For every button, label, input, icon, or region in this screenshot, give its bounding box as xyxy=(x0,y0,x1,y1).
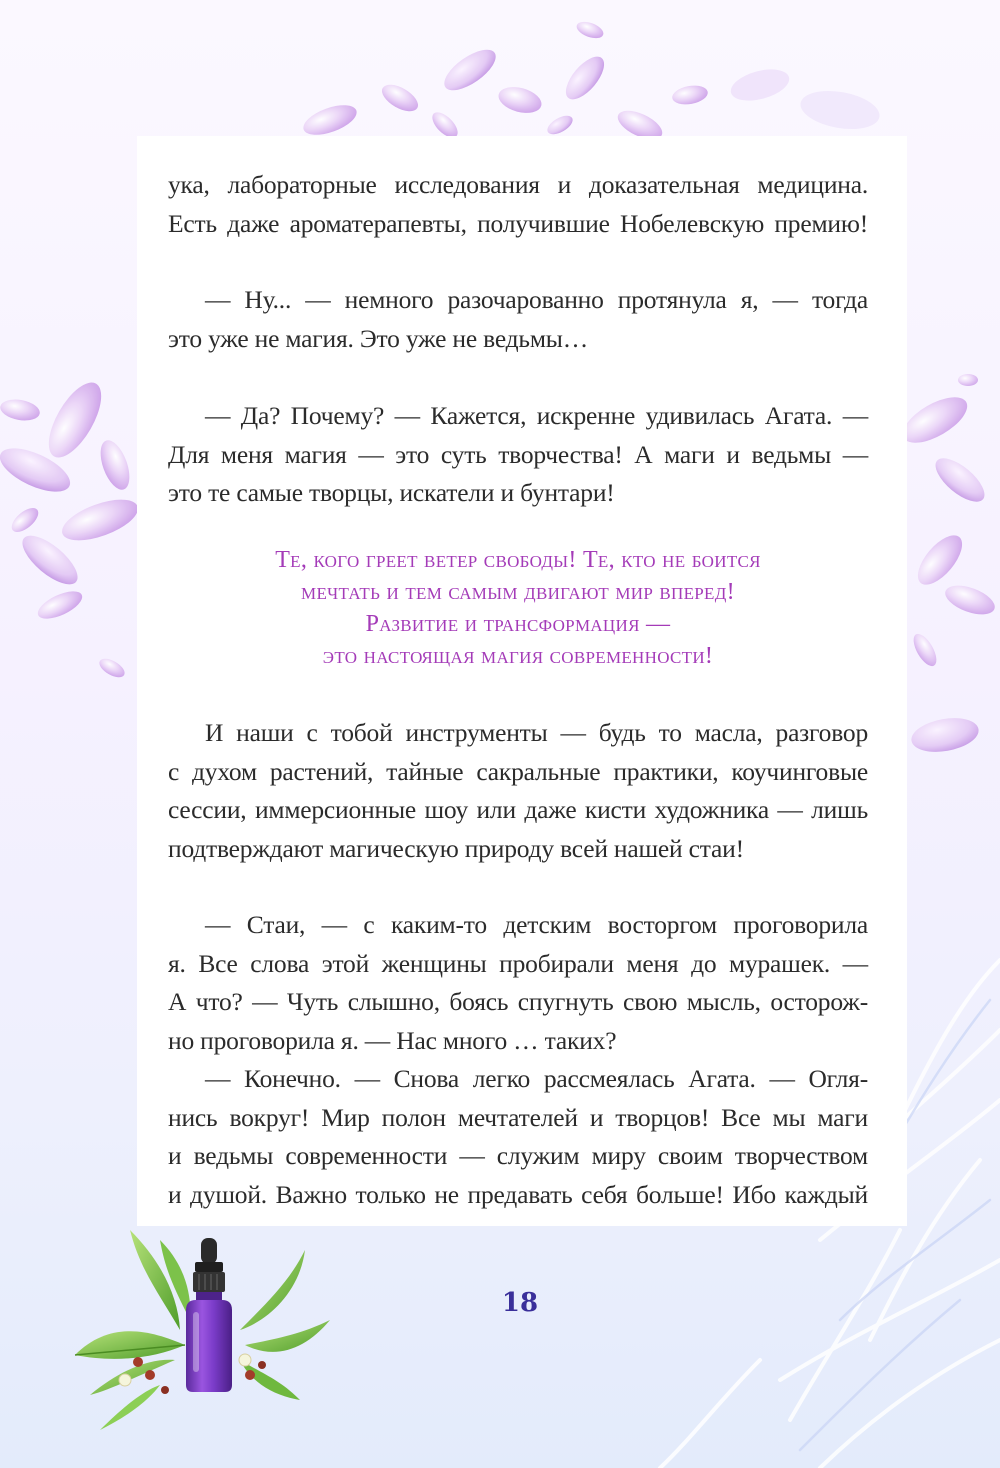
paragraph-1: ука, лабораторные исследования и доказательная медицина. Есть даже ароматерапевты, получившие Нобелевскую премию! xyxy=(168,170,868,238)
highlighted-quote: Те, кого греет ветер свободы! Те, кто не боится мечтать и тем самым двигают мир вперед! Развитие и трансформация — это настоящая магия современности! xyxy=(275,547,761,669)
paragraph-5: — Стаи, — с каким-то детским восторгом проговорила я. Все слова этой женщины пробирали меня до мурашек. — А что? — Чуть слышно, боясь спугнуть свою мысль, осторож- но проговорила я. — Нас много … таких? — Конечно. — Снова легко рассмеялась Агата. — Огля- нись вокруг! Мир полон мечтателей и творцов! Все мы маги и ведьмы современности — служим миру своим творчеством и душой. Важно только не предавать себя больше! Ибо каждый xyxy=(168,910,868,1209)
petals-decoration xyxy=(300,19,883,145)
page-number: 18 xyxy=(501,1288,539,1318)
petals-decoration xyxy=(0,375,143,681)
paragraph-3: — Да? Почему? — Кажется, искренне удивилась Агата. — Для меня магия — это суть творчества! А маги и ведьмы — это те самые творцы, искатели и бунтари! xyxy=(168,401,868,507)
essential-oil-bottle-icon xyxy=(186,1238,232,1392)
paragraph-4: И наши с тобой инструменты — будь то масла, разговор с духом растений, тайные сакральные практики, коучинговые сессии, иммерсионные шоу или даже кисти художника — лишь подтверждают магическую природу всей нашей стаи! xyxy=(168,718,868,863)
petals-decoration xyxy=(896,374,999,757)
paragraph-2: — Ну... — немного разочарованно протянула я, — тогда это уже не магия. Это уже не ведьмы… xyxy=(168,285,868,353)
